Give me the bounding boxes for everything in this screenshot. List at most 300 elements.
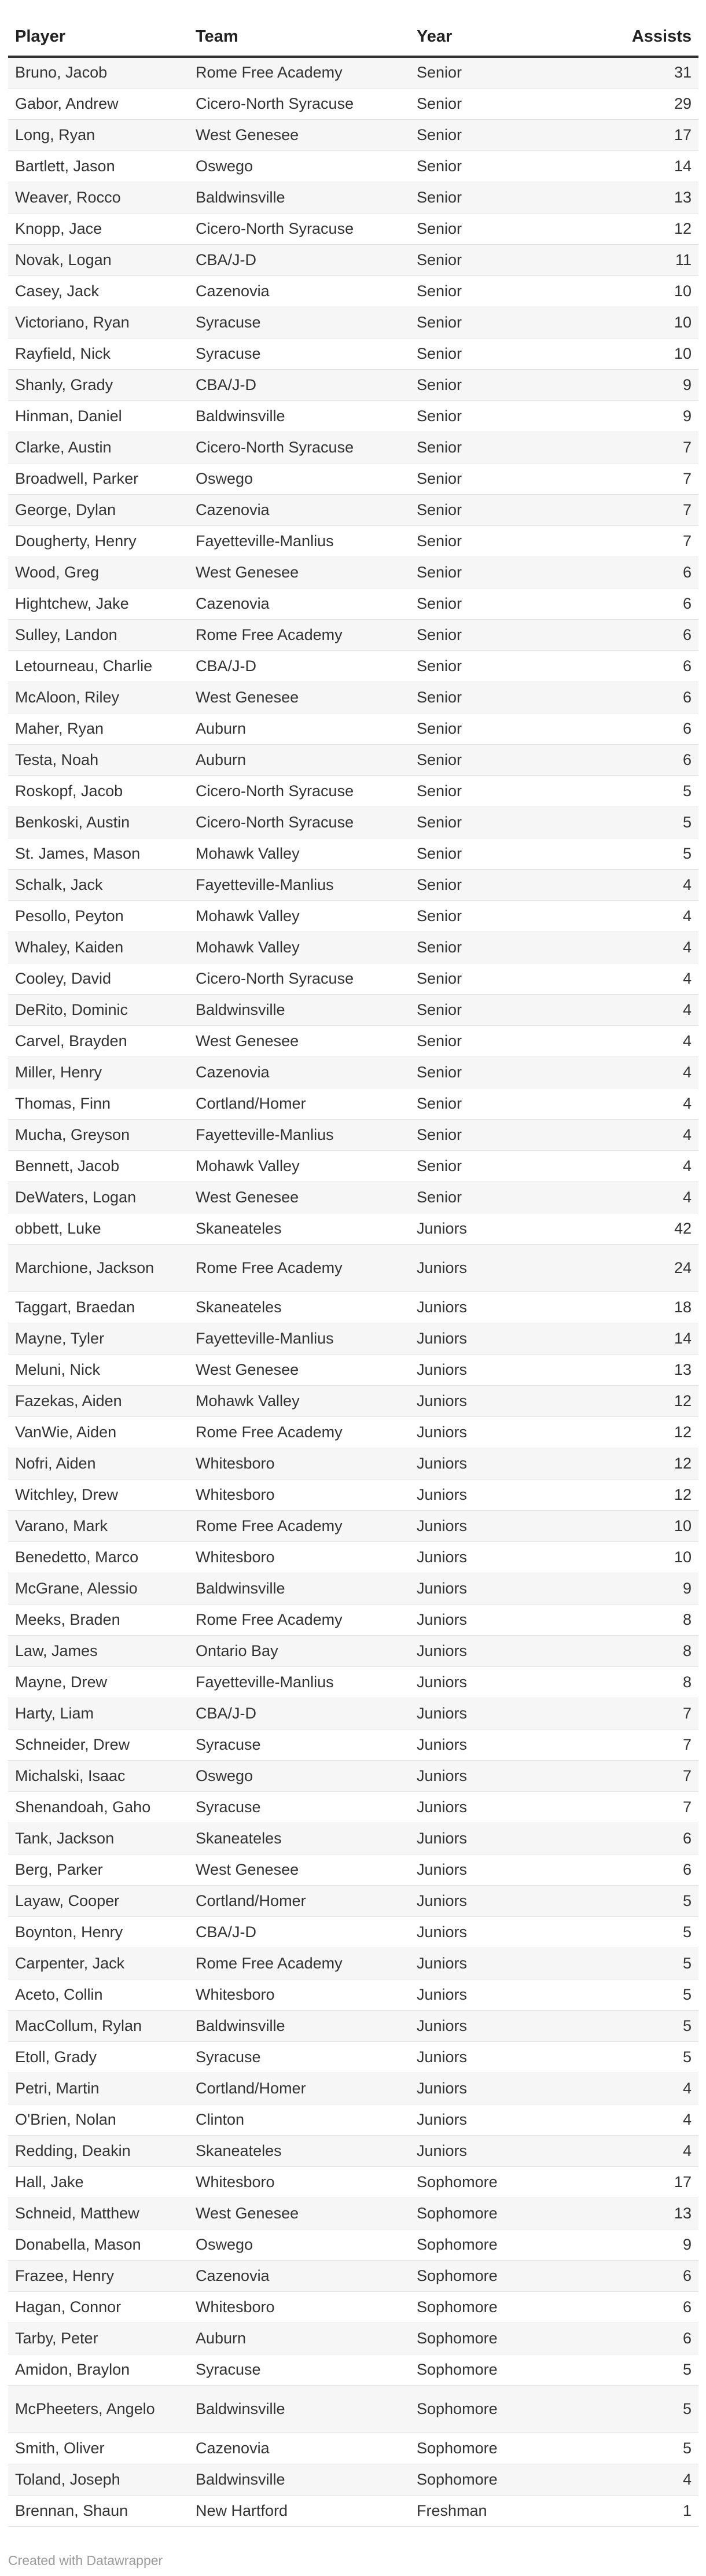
assists-cell: 7 [582,463,698,494]
table-row [8,494,698,525]
team-cell: Fayetteville-Manlius [189,1666,410,1698]
assists-cell: 6 [582,619,698,650]
year-cell: Juniors [410,2041,582,2073]
player-cell: Smith, Oliver [8,2433,189,2464]
year-cell: Juniors [410,1916,582,1948]
year-cell: Senior [410,1057,582,1088]
assists-cell: 4 [582,1182,698,1213]
team-cell: Mohawk Valley [189,1385,410,1416]
assists-cell: 6 [582,650,698,682]
team-cell: West Genesee [189,1025,410,1057]
table-row [8,275,698,307]
column-header-team[interactable]: Team [189,17,410,57]
player-cell: Redding, Deakin [8,2135,189,2166]
assists-cell: 18 [582,1291,698,1323]
year-cell: Sophomore [410,2260,582,2291]
assists-cell: 6 [582,744,698,775]
table-row [8,1979,698,2010]
year-cell: Senior [410,338,582,369]
player-cell: Shanly, Grady [8,369,189,400]
team-cell: Oswego [189,463,410,494]
player-cell: Aceto, Collin [8,1979,189,2010]
team-cell: Baldwinsville [189,1573,410,1604]
assists-cell: 5 [582,1948,698,1979]
assists-cell: 10 [582,275,698,307]
team-cell: Cicero-North Syracuse [189,88,410,119]
table-row [8,1150,698,1182]
team-cell: West Genesee [189,119,410,150]
player-cell: Harty, Liam [8,1698,189,1729]
table-row [8,869,698,900]
table-row [8,1604,698,1635]
player-cell: Knopp, Jace [8,213,189,244]
team-cell: CBA/J-D [189,369,410,400]
player-cell: Mayne, Tyler [8,1323,189,1354]
team-cell: Cazenovia [189,275,410,307]
table-row [8,1244,698,1291]
team-cell: Baldwinsville [189,2464,410,2495]
player-cell: Etoll, Grady [8,2041,189,2073]
player-cell: Weaver, Rocco [8,182,189,213]
year-cell: Senior [410,682,582,713]
team-cell: West Genesee [189,682,410,713]
assists-cell: 12 [582,1448,698,1479]
year-cell: Juniors [410,1666,582,1698]
assists-cell: 1 [582,2495,698,2526]
team-cell: New Hartford [189,2495,410,2526]
assists-cell: 6 [582,2323,698,2354]
player-cell: Brennan, Shaun [8,2495,189,2526]
player-cell: Long, Ryan [8,119,189,150]
assists-cell: 5 [582,775,698,807]
player-cell: Layaw, Cooper [8,1885,189,1916]
player-cell: Shenandoah, Gaho [8,1791,189,1823]
team-cell: CBA/J-D [189,1916,410,1948]
team-cell: Ontario Bay [189,1635,410,1666]
player-cell: Whaley, Kaiden [8,932,189,963]
table-row [8,213,698,244]
assists-cell: 12 [582,1385,698,1416]
team-cell: Cortland/Homer [189,1088,410,1119]
year-cell: Juniors [410,1948,582,1979]
team-cell: Rome Free Academy [189,1244,410,1291]
team-cell: Cortland/Homer [189,2073,410,2104]
player-cell: Roskopf, Jacob [8,775,189,807]
player-cell: Letourneau, Charlie [8,650,189,682]
player-cell: Donabella, Mason [8,2229,189,2260]
assists-cell: 10 [582,1541,698,1573]
player-cell: Petri, Martin [8,2073,189,2104]
player-cell: Novak, Logan [8,244,189,275]
player-cell: Carvel, Brayden [8,1025,189,1057]
year-cell: Sophomore [410,2229,582,2260]
table-row [8,463,698,494]
table-row [8,1354,698,1385]
team-cell: Oswego [189,150,410,182]
year-cell: Senior [410,1182,582,1213]
assists-cell: 6 [582,682,698,713]
team-cell: Rome Free Academy [189,1948,410,1979]
team-cell: Baldwinsville [189,2010,410,2041]
year-cell: Juniors [410,2104,582,2135]
assists-cell: 5 [582,2041,698,2073]
assists-cell: 12 [582,1416,698,1448]
table-row [8,1119,698,1150]
player-cell: Meluni, Nick [8,1354,189,1385]
assists-cell: 42 [582,1213,698,1244]
player-cell: Schneider, Drew [8,1729,189,1760]
assists-cell: 13 [582,182,698,213]
table-row [8,932,698,963]
team-cell: Clinton [189,2104,410,2135]
player-cell: Hinman, Daniel [8,400,189,432]
player-cell: Tank, Jackson [8,1823,189,1854]
table-row [8,244,698,275]
assists-cell: 5 [582,2010,698,2041]
year-cell: Juniors [410,1760,582,1791]
assists-cell: 4 [582,2073,698,2104]
year-cell: Senior [410,588,582,619]
table-row [8,2495,698,2526]
table-row [8,525,698,557]
year-cell: Senior [410,744,582,775]
year-cell: Senior [410,463,582,494]
table-row [8,2198,698,2229]
assists-cell: 17 [582,2166,698,2198]
player-cell: Hightchew, Jake [8,588,189,619]
table-header [8,17,698,57]
team-cell: Cicero-North Syracuse [189,432,410,463]
assists-cell: 12 [582,1479,698,1510]
table-row [8,1385,698,1416]
team-cell: Syracuse [189,307,410,338]
year-cell: Sophomore [410,2433,582,2464]
team-cell: Fayetteville-Manlius [189,869,410,900]
team-cell: Fayetteville-Manlius [189,1323,410,1354]
team-cell: Mohawk Valley [189,838,410,869]
player-cell: Broadwell, Parker [8,463,189,494]
table-row [8,2073,698,2104]
year-cell: Juniors [410,1885,582,1916]
year-cell: Senior [410,775,582,807]
team-cell: Whitesboro [189,1479,410,1510]
player-cell: Mayne, Drew [8,1666,189,1698]
table-row [8,1729,698,1760]
player-cell: Nofri, Aiden [8,1448,189,1479]
table-row [8,994,698,1025]
year-cell: Senior [410,963,582,994]
year-cell: Juniors [410,1604,582,1635]
table-row [8,2354,698,2385]
player-cell: VanWie, Aiden [8,1416,189,1448]
year-cell: Senior [410,57,582,88]
player-cell: Bartlett, Jason [8,150,189,182]
table-row [8,119,698,150]
year-cell: Senior [410,119,582,150]
year-cell: Senior [410,213,582,244]
year-cell: Senior [410,307,582,338]
year-cell: Senior [410,1150,582,1182]
year-cell: Juniors [410,1385,582,1416]
year-cell: Juniors [410,1823,582,1854]
assists-cell: 6 [582,588,698,619]
team-cell: Cazenovia [189,2433,410,2464]
team-cell: Whitesboro [189,1541,410,1573]
assists-cell: 9 [582,1573,698,1604]
team-cell: CBA/J-D [189,650,410,682]
player-cell: Boynton, Henry [8,1916,189,1948]
team-cell: Auburn [189,744,410,775]
team-cell: Baldwinsville [189,400,410,432]
team-cell: Whitesboro [189,2291,410,2323]
year-cell: Senior [410,869,582,900]
team-cell: Rome Free Academy [189,1416,410,1448]
player-cell: Law, James [8,1635,189,1666]
table-row [8,1323,698,1354]
player-cell: Testa, Noah [8,744,189,775]
year-cell: Juniors [410,2073,582,2104]
table-row [8,2385,698,2433]
assists-cell: 4 [582,994,698,1025]
table-row [8,713,698,744]
player-cell: Miller, Henry [8,1057,189,1088]
assists-table [8,17,698,2527]
column-header-year[interactable]: Year [410,17,582,57]
assists-cell: 5 [582,807,698,838]
table-row [8,432,698,463]
player-cell: O'Brien, Nolan [8,2104,189,2135]
table-row [8,150,698,182]
team-cell: Fayetteville-Manlius [189,1119,410,1150]
player-cell: Wood, Greg [8,557,189,588]
table-row [8,2464,698,2495]
player-cell: Fazekas, Aiden [8,1385,189,1416]
year-cell: Juniors [410,1854,582,1885]
player-cell: obbett, Luke [8,1213,189,1244]
assists-cell: 6 [582,557,698,588]
player-cell: Casey, Jack [8,275,189,307]
assists-cell: 11 [582,244,698,275]
team-cell: Skaneateles [189,1823,410,1854]
column-header-player[interactable]: Player [8,17,189,57]
player-cell: Benedetto, Marco [8,1541,189,1573]
assists-cell: 8 [582,1666,698,1698]
table-row [8,1291,698,1323]
player-cell: Witchley, Drew [8,1479,189,1510]
table-row [8,838,698,869]
assists-cell: 14 [582,150,698,182]
player-cell: Bennett, Jacob [8,1150,189,1182]
player-cell: McGrane, Alessio [8,1573,189,1604]
team-cell: Cazenovia [189,1057,410,1088]
year-cell: Senior [410,244,582,275]
assists-cell: 4 [582,2135,698,2166]
year-cell: Juniors [410,1323,582,1354]
player-cell: Schalk, Jack [8,869,189,900]
assists-cell: 9 [582,2229,698,2260]
team-cell: Cicero-North Syracuse [189,213,410,244]
year-cell: Sophomore [410,2385,582,2433]
year-cell: Juniors [410,1573,582,1604]
table-row [8,2260,698,2291]
player-cell: McPheeters, Angelo [8,2385,189,2433]
player-cell: Benkoski, Austin [8,807,189,838]
player-cell: Pesollo, Peyton [8,900,189,932]
table-row [8,2433,698,2464]
year-cell: Sophomore [410,2464,582,2495]
assists-cell: 17 [582,119,698,150]
assists-cell: 5 [582,1916,698,1948]
table-row [8,1791,698,1823]
table-row [8,1666,698,1698]
year-cell: Juniors [410,1244,582,1291]
player-cell: MacCollum, Rylan [8,2010,189,2041]
player-cell: Cooley, David [8,963,189,994]
assists-cell: 10 [582,338,698,369]
assists-cell: 31 [582,57,698,88]
player-cell: Meeks, Braden [8,1604,189,1635]
table-row [8,1854,698,1885]
team-cell: Auburn [189,2323,410,2354]
table-row [8,1057,698,1088]
assists-cell: 5 [582,1979,698,2010]
team-cell: Cazenovia [189,494,410,525]
year-cell: Senior [410,838,582,869]
assists-cell: 5 [582,2385,698,2433]
player-cell: Clarke, Austin [8,432,189,463]
table-row [8,1479,698,1510]
team-cell: West Genesee [189,2198,410,2229]
table-row [8,619,698,650]
assists-cell: 9 [582,400,698,432]
team-cell: Skaneateles [189,2135,410,2166]
team-cell: Cicero-North Syracuse [189,775,410,807]
table-row [8,2104,698,2135]
year-cell: Senior [410,432,582,463]
assists-cell: 6 [582,713,698,744]
table-row [8,1025,698,1057]
year-cell: Senior [410,994,582,1025]
assists-cell: 4 [582,869,698,900]
player-cell: DeRito, Dominic [8,994,189,1025]
table-row [8,1510,698,1541]
player-cell: Dougherty, Henry [8,525,189,557]
table-row [8,1182,698,1213]
assists-cell: 10 [582,1510,698,1541]
table-row [8,963,698,994]
team-cell: Auburn [189,713,410,744]
table-row [8,650,698,682]
team-cell: Syracuse [189,338,410,369]
assists-cell: 14 [582,1323,698,1354]
assists-cell: 10 [582,307,698,338]
table-row [8,2291,698,2323]
team-cell: West Genesee [189,1354,410,1385]
year-cell: Senior [410,1088,582,1119]
player-cell: Victoriano, Ryan [8,307,189,338]
assists-cell: 6 [582,1823,698,1854]
table-row [8,1948,698,1979]
table-row [8,1635,698,1666]
assists-cell: 4 [582,2104,698,2135]
player-cell: Hagan, Connor [8,2291,189,2323]
year-cell: Senior [410,1025,582,1057]
year-cell: Juniors [410,1291,582,1323]
assists-cell: 12 [582,213,698,244]
year-cell: Juniors [410,1448,582,1479]
team-cell: Cazenovia [189,2260,410,2291]
team-cell: Cicero-North Syracuse [189,963,410,994]
year-cell: Senior [410,650,582,682]
player-cell: George, Dylan [8,494,189,525]
table-row [8,2229,698,2260]
team-cell: Syracuse [189,1729,410,1760]
assists-cell: 5 [582,2433,698,2464]
team-cell: Rome Free Academy [189,57,410,88]
year-cell: Senior [410,88,582,119]
assists-cell: 6 [582,1854,698,1885]
table-row [8,1885,698,1916]
year-cell: Sophomore [410,2198,582,2229]
year-cell: Juniors [410,1354,582,1385]
table-row [8,307,698,338]
year-cell: Senior [410,932,582,963]
table-row [8,1823,698,1854]
table-row [8,400,698,432]
table-body [8,57,698,2526]
player-cell: Maher, Ryan [8,713,189,744]
team-cell: Mohawk Valley [189,900,410,932]
assists-cell: 24 [582,1244,698,1291]
table-row [8,682,698,713]
year-cell: Juniors [410,1510,582,1541]
assists-cell: 6 [582,2291,698,2323]
player-cell: McAloon, Riley [8,682,189,713]
player-cell: Mucha, Greyson [8,1119,189,1150]
player-cell: Sulley, Landon [8,619,189,650]
year-cell: Juniors [410,1729,582,1760]
team-cell: Baldwinsville [189,2385,410,2433]
assists-cell: 13 [582,1354,698,1385]
assists-cell: 8 [582,1604,698,1635]
year-cell: Senior [410,182,582,213]
year-cell: Sophomore [410,2354,582,2385]
year-cell: Freshman [410,2495,582,2526]
player-cell: Rayfield, Nick [8,338,189,369]
year-cell: Senior [410,807,582,838]
assists-cell: 7 [582,1791,698,1823]
team-cell: Fayetteville-Manlius [189,525,410,557]
team-cell: Oswego [189,2229,410,2260]
assists-cell: 7 [582,1729,698,1760]
column-header-assists[interactable]: Assists [582,17,698,57]
table-row [8,2135,698,2166]
assists-cell: 7 [582,1698,698,1729]
assists-cell: 4 [582,932,698,963]
player-cell: Michalski, Isaac [8,1760,189,1791]
assists-cell: 13 [582,2198,698,2229]
year-cell: Juniors [410,1791,582,1823]
player-cell: DeWaters, Logan [8,1182,189,1213]
team-cell: Rome Free Academy [189,1510,410,1541]
assists-cell: 7 [582,1760,698,1791]
player-cell: Toland, Joseph [8,2464,189,2495]
player-cell: Schneid, Matthew [8,2198,189,2229]
year-cell: Juniors [410,1416,582,1448]
year-cell: Senior [410,713,582,744]
table-row [8,2041,698,2073]
assists-cell: 5 [582,838,698,869]
